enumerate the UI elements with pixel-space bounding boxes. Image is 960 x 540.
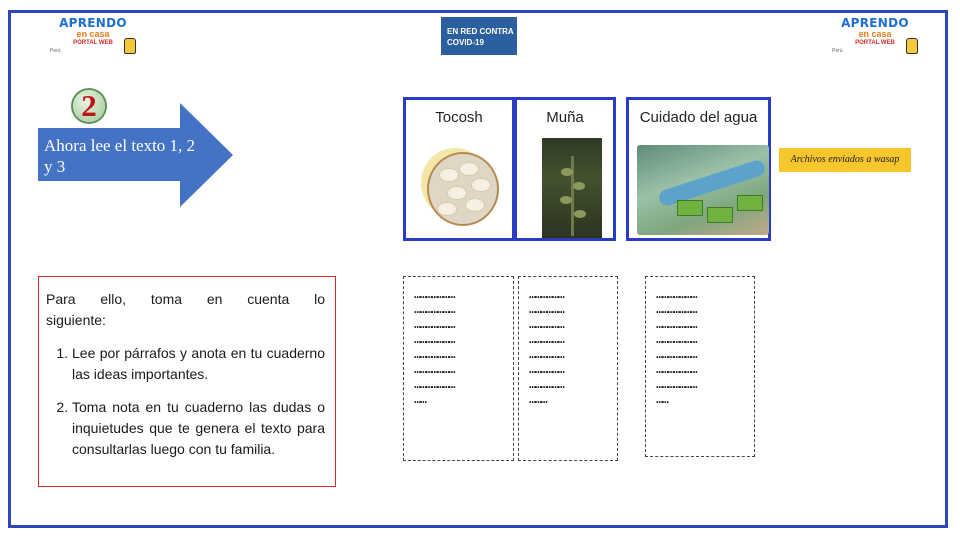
blank-line: ……………… (529, 332, 564, 346)
blank-line: ………………… (414, 302, 455, 316)
card-title: Cuidado del agua (639, 109, 758, 126)
instruction-item: 2. Toma nota en tu cuaderno las dudas o inquietudes que te genera el texto para consultarlas luego con tu familia. (72, 397, 325, 460)
banner-line-2: COVID-19 (447, 38, 484, 47)
card-title: Tocosh (435, 109, 483, 126)
answer-box-cuidado-del-agua (645, 276, 755, 457)
covid-banner (441, 17, 517, 55)
logo-portal: PORTAL WEB (73, 40, 113, 46)
blank-line: ………………… (414, 347, 455, 361)
blank-line: ………………… (656, 302, 697, 316)
answer-box-muna (518, 276, 618, 461)
logo-portal: PORTAL WEB (855, 40, 895, 46)
blank-line: ………………… (656, 362, 697, 376)
tocosh-beans-image (427, 152, 499, 226)
blank-line: ……………… (529, 287, 564, 301)
blank-line: ……………… (529, 377, 564, 391)
aprendo-en-casa-logo-left (48, 16, 138, 58)
blank-line: …… (656, 392, 668, 406)
logo-title: APRENDO (59, 16, 127, 30)
blank-line: ………………… (656, 347, 697, 361)
instruction-item: 1. Lee por párrafos y anota en tu cuaderno las ideas importantes. (72, 343, 325, 385)
instructions-list (46, 343, 325, 460)
arrow-instruction-text: Ahora lee el texto 1, 2 y 3 (44, 136, 196, 176)
logo-country: Perú (50, 48, 61, 54)
blank-line: ………………… (656, 317, 697, 331)
whatsapp-note: Archivos enviados a wasap (779, 148, 911, 172)
blank-line: ……………… (529, 347, 564, 361)
blank-line: ………………… (414, 317, 455, 331)
blank-line: ………………… (656, 377, 697, 391)
child-reading-icon (124, 38, 136, 54)
logo-subtitle: en casa (858, 29, 892, 39)
blank-line: ………………… (414, 332, 455, 346)
blank-line: ……………… (529, 362, 564, 376)
blank-line: ………………… (414, 287, 455, 301)
blank-line: ……………… (529, 317, 564, 331)
banner-line-1: EN RED CONTRA (447, 27, 514, 36)
instructions-intro-end: siguiente: (46, 312, 106, 328)
aprendo-en-casa-logo-right (830, 16, 920, 58)
blank-line: ………………… (656, 287, 697, 301)
blank-line: ………………… (656, 332, 697, 346)
instructions-box (38, 276, 336, 487)
logo-title: APRENDO (841, 16, 909, 30)
card-title: Muña (546, 109, 584, 126)
blank-line: ……………… (529, 302, 564, 316)
answer-box-tocosh (403, 276, 514, 461)
card-cuidado-del-agua (626, 97, 771, 241)
card-tocosh (403, 97, 515, 241)
logo-subtitle: en casa (76, 29, 110, 39)
muna-plant-image (542, 138, 602, 238)
water-care-image (637, 145, 769, 235)
child-reading-icon (906, 38, 918, 54)
logo-country: Perú (832, 48, 843, 54)
instructions-intro: Para ello, toma en cuenta lo (46, 291, 325, 307)
blank-line: …… (414, 392, 426, 406)
card-muna (514, 97, 616, 241)
blank-line: ………………… (414, 362, 455, 376)
blank-line: ……… (529, 392, 547, 406)
blank-line: ………………… (414, 377, 455, 391)
step-number: 2 (81, 88, 97, 123)
